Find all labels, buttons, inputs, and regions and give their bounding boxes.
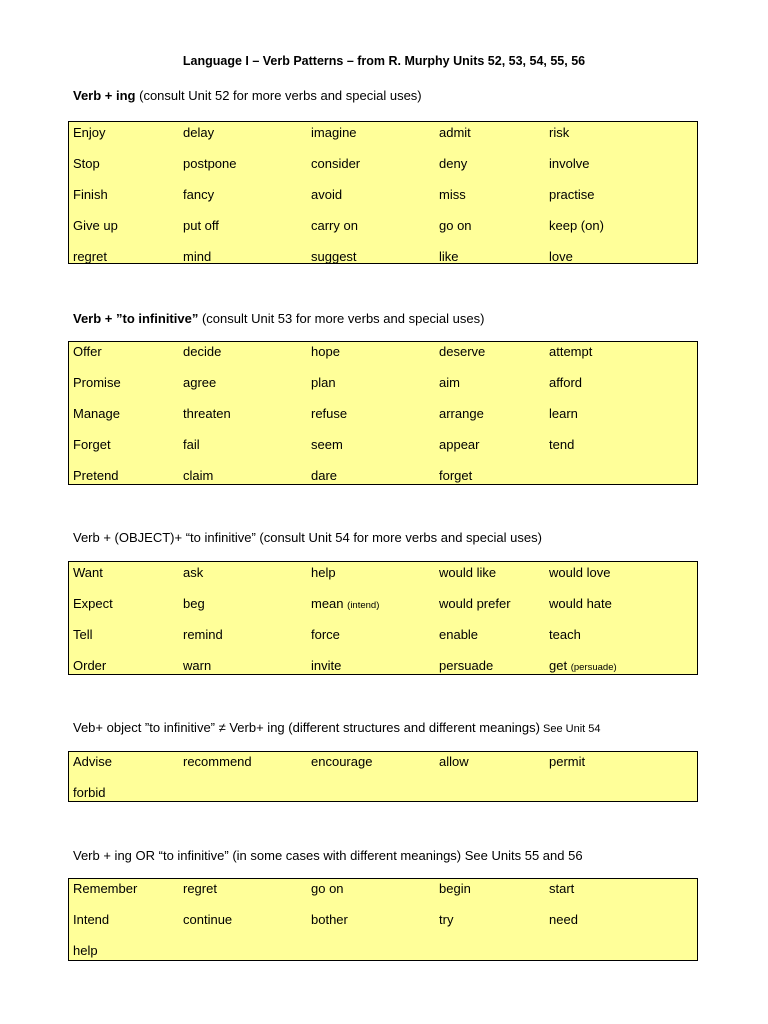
verb-cell <box>311 626 340 644</box>
verb-cell <box>311 564 336 582</box>
verb-cell <box>73 784 106 802</box>
verb-cell <box>311 405 347 423</box>
verb-text: hope <box>311 344 340 359</box>
verb-cell <box>73 467 119 485</box>
verb-text: regret <box>183 881 217 896</box>
verb-cell <box>183 467 213 485</box>
heading-text: (consult Unit 52 for more verbs and special uses) <box>135 88 422 103</box>
verb-cell <box>183 436 200 454</box>
section-heading-different-meanings <box>73 720 601 735</box>
verb-cell <box>549 248 573 266</box>
table-row <box>69 564 697 595</box>
verb-cell <box>73 124 106 142</box>
verb-cell <box>439 248 459 266</box>
verb-cell <box>73 595 113 613</box>
verb-cell <box>183 564 203 582</box>
verb-cell <box>439 124 471 142</box>
verb-cell <box>439 657 493 675</box>
verb-text: agree <box>183 375 217 390</box>
verb-text: Pretend <box>73 468 119 483</box>
verb-text: mean <box>311 596 344 611</box>
verb-cell <box>439 436 479 454</box>
verb-text: threaten <box>183 406 231 421</box>
verb-text: love <box>549 249 573 264</box>
table-row <box>69 467 697 498</box>
verb-cell <box>73 942 98 960</box>
verb-text: permit <box>549 754 586 769</box>
table-row <box>69 343 697 374</box>
heading-text: Verb + (OBJECT)+ “to infinitive” (consult Unit 54 for more verbs and special uses) <box>73 530 542 545</box>
verb-cell <box>73 626 93 644</box>
verb-cell <box>311 467 337 485</box>
verb-cell <box>183 374 216 392</box>
verb-cell <box>549 374 582 392</box>
table-row <box>69 405 697 436</box>
verb-cell <box>183 155 237 173</box>
verb-cell <box>439 155 467 173</box>
verb-cell <box>183 626 223 644</box>
verb-text: attempt <box>549 344 593 359</box>
heading-text: Veb+ object ”to infinitive” ≠ Verb+ ing (different structures and different meanings) <box>73 720 540 735</box>
verb-text: forget <box>439 468 473 483</box>
verb-text: regret <box>73 249 107 264</box>
verb-text: forbid <box>73 785 106 800</box>
verb-text: miss <box>439 187 466 202</box>
verb-cell <box>439 564 496 582</box>
verb-text: learn <box>549 406 578 421</box>
verb-text: get <box>549 658 568 673</box>
table-row <box>69 626 697 657</box>
verb-text: Expect <box>73 596 113 611</box>
table-row <box>69 595 697 626</box>
table-row <box>69 217 697 248</box>
verb-text: involve <box>549 156 590 171</box>
verb-cell <box>439 217 472 235</box>
table-row <box>69 186 697 217</box>
verb-cell <box>311 880 344 898</box>
verb-text: deny <box>439 156 468 171</box>
verb-text: risk <box>549 125 570 140</box>
table-row <box>69 942 697 973</box>
verb-text: imagine <box>311 125 357 140</box>
verb-text: consider <box>311 156 361 171</box>
page-title: Language I – Verb Patterns – from R. Murphy Units 52, 53, 54, 55, 56 <box>182 54 586 68</box>
verb-cell <box>439 626 478 644</box>
table-row <box>69 911 697 942</box>
verb-cell <box>549 217 604 235</box>
verb-cell <box>311 343 340 361</box>
verb-cell <box>549 595 612 613</box>
verb-cell <box>73 248 107 266</box>
verb-text: go on <box>311 881 344 896</box>
verb-cell <box>183 217 219 235</box>
section-heading-object-to-infinitive <box>73 530 542 545</box>
verb-text: need <box>549 912 578 927</box>
verb-text: Give up <box>73 218 118 233</box>
heading-text: Verb + ing OR “to infinitive” (in some cases with different meanings) See Units 55 and 56 <box>73 848 583 863</box>
verb-text: encourage <box>311 754 373 769</box>
verb-text: beg <box>183 596 205 611</box>
verb-cell <box>311 753 372 771</box>
verb-text: would love <box>549 565 611 580</box>
verb-cell <box>73 564 103 582</box>
verb-cell <box>439 374 460 392</box>
verb-cell <box>311 155 360 173</box>
verb-text: continue <box>183 912 233 927</box>
verb-cell <box>549 911 578 929</box>
verb-cell <box>549 564 610 582</box>
verb-cell <box>183 657 211 675</box>
verb-text: would hate <box>549 596 612 611</box>
verb-cell <box>549 753 585 771</box>
verb-cell <box>183 753 252 771</box>
verb-text: suggest <box>311 249 357 264</box>
verb-text: Want <box>73 565 103 580</box>
verb-cell <box>73 436 111 454</box>
verb-cell <box>311 124 357 142</box>
verb-text: go on <box>439 218 472 233</box>
verb-text: warn <box>183 658 212 673</box>
verb-cell <box>311 657 341 675</box>
verb-text: put off <box>183 218 219 233</box>
verb-table <box>68 878 698 961</box>
verb-text: Intend <box>73 912 110 927</box>
verb-cell <box>549 626 581 644</box>
verb-text: aim <box>439 375 460 390</box>
verb-text: arrange <box>439 406 484 421</box>
verb-cell <box>439 405 484 423</box>
verb-cell <box>183 343 221 361</box>
verb-table <box>68 341 698 485</box>
table-row <box>69 155 697 186</box>
verb-text: seem <box>311 437 343 452</box>
verb-cell <box>549 186 595 204</box>
verb-cell <box>439 753 469 771</box>
verb-text: Advise <box>73 754 113 769</box>
verb-text: practise <box>549 187 595 202</box>
table-row <box>69 248 697 279</box>
heading-bold: Verb + ”to infinitive” <box>73 311 199 326</box>
verb-text: invite <box>311 658 342 673</box>
verb-cell <box>549 880 574 898</box>
verb-text: postpone <box>183 156 237 171</box>
verb-cell <box>311 911 348 929</box>
verb-text: carry on <box>311 218 358 233</box>
verb-cell <box>311 374 336 392</box>
verb-cell <box>73 657 106 675</box>
verb-text: help <box>311 565 336 580</box>
verb-text: Promise <box>73 375 121 390</box>
verb-text: persuade <box>439 658 494 673</box>
verb-text: delay <box>183 125 215 140</box>
verb-text: dare <box>311 468 338 483</box>
verb-text: Enjoy <box>73 125 106 140</box>
verb-cell <box>183 911 232 929</box>
verb-text: Order <box>73 658 107 673</box>
heading-bold: Verb + ing <box>73 88 136 103</box>
verb-cell <box>439 186 466 204</box>
verb-cell <box>183 248 211 266</box>
verb-text: like <box>439 249 459 264</box>
verb-cell <box>73 911 109 929</box>
verb-note: (persuade) <box>570 662 617 673</box>
verb-text: Tell <box>73 627 93 642</box>
verb-cell <box>183 595 205 613</box>
verb-text: avoid <box>311 187 343 202</box>
verb-cell <box>439 467 472 485</box>
verb-cell <box>439 911 453 929</box>
verb-text: teach <box>549 627 581 642</box>
verb-cell <box>183 186 214 204</box>
verb-text: tend <box>549 437 575 452</box>
verb-cell <box>73 186 108 204</box>
verb-table <box>68 121 698 264</box>
verb-cell <box>311 436 343 454</box>
verb-cell <box>549 155 589 173</box>
verb-table <box>68 561 698 675</box>
verb-text: enable <box>439 627 479 642</box>
verb-text: allow <box>439 754 469 769</box>
verb-cell <box>549 405 578 423</box>
verb-text: fancy <box>183 187 215 202</box>
verb-text: start <box>549 881 575 896</box>
verb-cell <box>183 124 214 142</box>
verb-table <box>68 751 698 802</box>
verb-note: (intend) <box>347 600 380 611</box>
verb-text: mind <box>183 249 212 264</box>
verb-text: would prefer <box>439 596 511 611</box>
verb-text: Remember <box>73 881 138 896</box>
verb-text: afford <box>549 375 583 390</box>
verb-text: appear <box>439 437 480 452</box>
verb-text: Offer <box>73 344 102 359</box>
table-row <box>69 753 697 784</box>
verb-text: plan <box>311 375 336 390</box>
table-row <box>69 657 697 688</box>
verb-cell <box>73 217 118 235</box>
verb-cell <box>311 248 357 266</box>
verb-cell <box>549 436 574 454</box>
verb-text: force <box>311 627 340 642</box>
verb-text: decide <box>183 344 222 359</box>
verb-text: claim <box>183 468 214 483</box>
verb-text: deserve <box>439 344 486 359</box>
section-heading-ing-or-infinitive <box>73 848 583 863</box>
verb-cell <box>73 155 100 173</box>
heading-text: (consult Unit 53 for more verbs and special uses) <box>198 311 485 326</box>
verb-cell <box>73 405 120 423</box>
verb-text: would like <box>439 565 497 580</box>
verb-text: Stop <box>73 156 100 171</box>
verb-text: try <box>439 912 454 927</box>
verb-cell <box>549 657 617 677</box>
verb-text: help <box>73 943 98 958</box>
verb-text: admit <box>439 125 471 140</box>
verb-text: fail <box>183 437 200 452</box>
table-row <box>69 374 697 405</box>
verb-cell <box>183 880 217 898</box>
verb-cell <box>311 595 379 615</box>
verb-text: recommend <box>183 754 252 769</box>
verb-text: keep (on) <box>549 218 604 233</box>
verb-cell <box>439 595 511 613</box>
verb-cell <box>549 343 592 361</box>
section-heading-to-infinitive <box>73 311 484 326</box>
verb-text: remind <box>183 627 223 642</box>
heading-unit-ref: See Unit 54 <box>539 723 601 735</box>
verb-cell <box>73 374 121 392</box>
section-heading-verb-ing <box>73 88 422 103</box>
verb-cell <box>73 753 112 771</box>
table-row <box>69 880 697 911</box>
verb-cell <box>73 343 102 361</box>
verb-text: Manage <box>73 406 120 421</box>
verb-text: ask <box>183 565 204 580</box>
verb-cell <box>549 124 569 142</box>
verb-text: bother <box>311 912 348 927</box>
verb-cell <box>73 880 137 898</box>
verb-cell <box>311 217 358 235</box>
table-row <box>69 784 697 815</box>
verb-cell <box>311 186 342 204</box>
table-row <box>69 124 697 155</box>
verb-text: Forget <box>73 437 111 452</box>
verb-cell <box>183 405 231 423</box>
table-row <box>69 436 697 467</box>
verb-cell <box>439 880 471 898</box>
verb-text: begin <box>439 881 471 896</box>
verb-text: refuse <box>311 406 348 421</box>
verb-text: Finish <box>73 187 108 202</box>
verb-cell <box>439 343 485 361</box>
